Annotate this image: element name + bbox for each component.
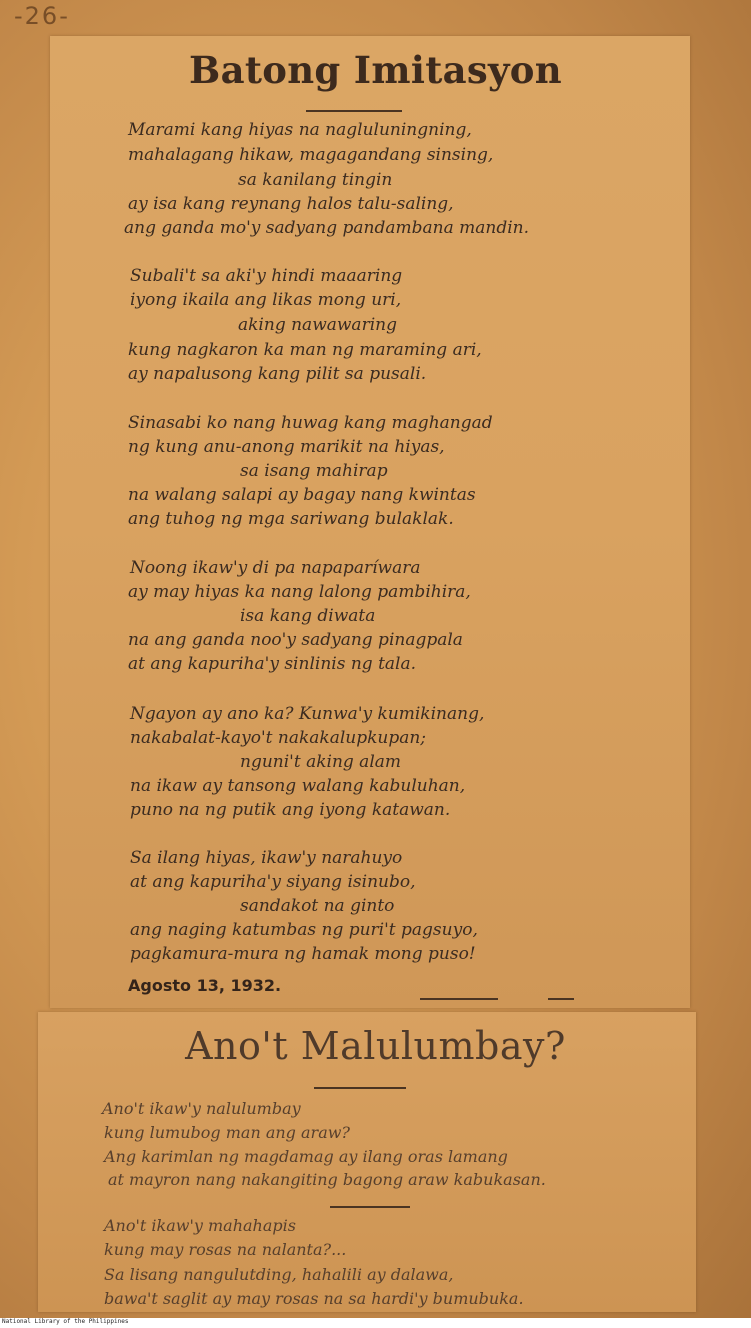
poem-line: ay may hiyas ka nang lalong pambihira, [128,582,471,602]
poem-line: Sa lisang nangulutding, hahalili ay dalawa, [104,1265,454,1284]
poem-date: Agosto 13, 1932. [128,976,282,995]
poem-line: sandakot na ginto [240,896,395,916]
poem-line: pagkamura-mura ng hamak mong puso! [130,944,476,964]
poem-line: Ano't ikaw'y nalulumbay [102,1099,301,1118]
poem-line: aking nawawaring [238,315,397,335]
poem-line: kung may rosas na nalanta?... [104,1240,347,1259]
poem-line: iyong ikaila ang likas mong uri, [130,290,402,310]
poem-line: bawa't saglit ay may rosas na sa hardi'y bumubuka. [104,1289,524,1308]
poem-line: nguni't aking alam [240,752,402,772]
poem-line: ay napalusong kang pilit sa pusali. [128,364,427,384]
poem-line: Sa ilang hiyas, ikaw'y narahuyo [130,848,403,868]
poem-line: ang naging katumbas ng puri't pagsuyo, [130,920,478,940]
poem-line: ang tuhog ng mga sariwang bulaklak. [128,509,454,529]
divider-line [548,998,574,1000]
poem-line: kung lumubog man ang araw? [104,1123,351,1142]
poem-line: ay isa kang reynang halos talu-saling, [128,194,454,214]
poem-line: na ikaw ay tansong walang kabuluhan, [130,776,466,796]
poem-line: Subali't sa aki'y hindi maaaring [130,266,403,286]
poem-line: puno na ng putik ang iyong katawan. [130,800,451,820]
poem-line: Noong ikaw'y di pa napaparíwara [130,558,421,578]
poem-line: Sinasabi ko nang huwag kang maghangad [128,413,493,433]
poem-line: ng kung anu-anong marikit na hiyas, [128,437,445,457]
poem-line: Marami kang hiyas na nagluluningning, [128,120,472,140]
divider-line [420,998,498,1000]
poem-line: at mayron nang nakangiting bagong araw kabukasan. [108,1170,546,1189]
footer-credit: National Library of the Philippines [2,1318,129,1325]
poem-line: isa kang diwata [240,606,376,626]
poem-line: kung nagkaron ka man ng maraming ari, [128,340,482,360]
footer-bar [0,1318,751,1328]
poem-title: Batong Imitasyon [189,48,562,92]
poem-line: Ano't ikaw'y mahahapis [104,1216,296,1235]
poem-line: sa isang mahirap [240,461,388,481]
page-number: -26- [14,2,70,30]
poem-title: Ano't Malulumbay? [185,1024,566,1068]
poem-line: na ang ganda noo'y sadyang pinagpala [128,630,463,650]
poem-line: mahalagang hikaw, magagandang sinsing, [128,145,494,165]
stanza-divider [330,1206,410,1208]
poem-line: nakabalat-kayo't nakakalupkupan; [130,728,427,748]
poem-line: at ang kapuriha'y sinlinis ng tala. [128,654,417,674]
poem-line: sa kanilang tingin [238,170,393,190]
poem-line: at ang kapuriha'y siyang isinubo, [130,872,416,892]
poem-line: na walang salapi ay bagay nang kwintas [128,485,476,505]
poem-line: Ang karimlan ng magdamag ay ilang oras lamang [104,1147,508,1166]
title-divider [314,1087,406,1089]
title-divider [306,110,402,112]
poem-line: Ngayon ay ano ka? Kunwa'y kumikinang, [130,704,485,724]
poem-line: ang ganda mo'y sadyang pandambana mandin. [124,218,529,238]
